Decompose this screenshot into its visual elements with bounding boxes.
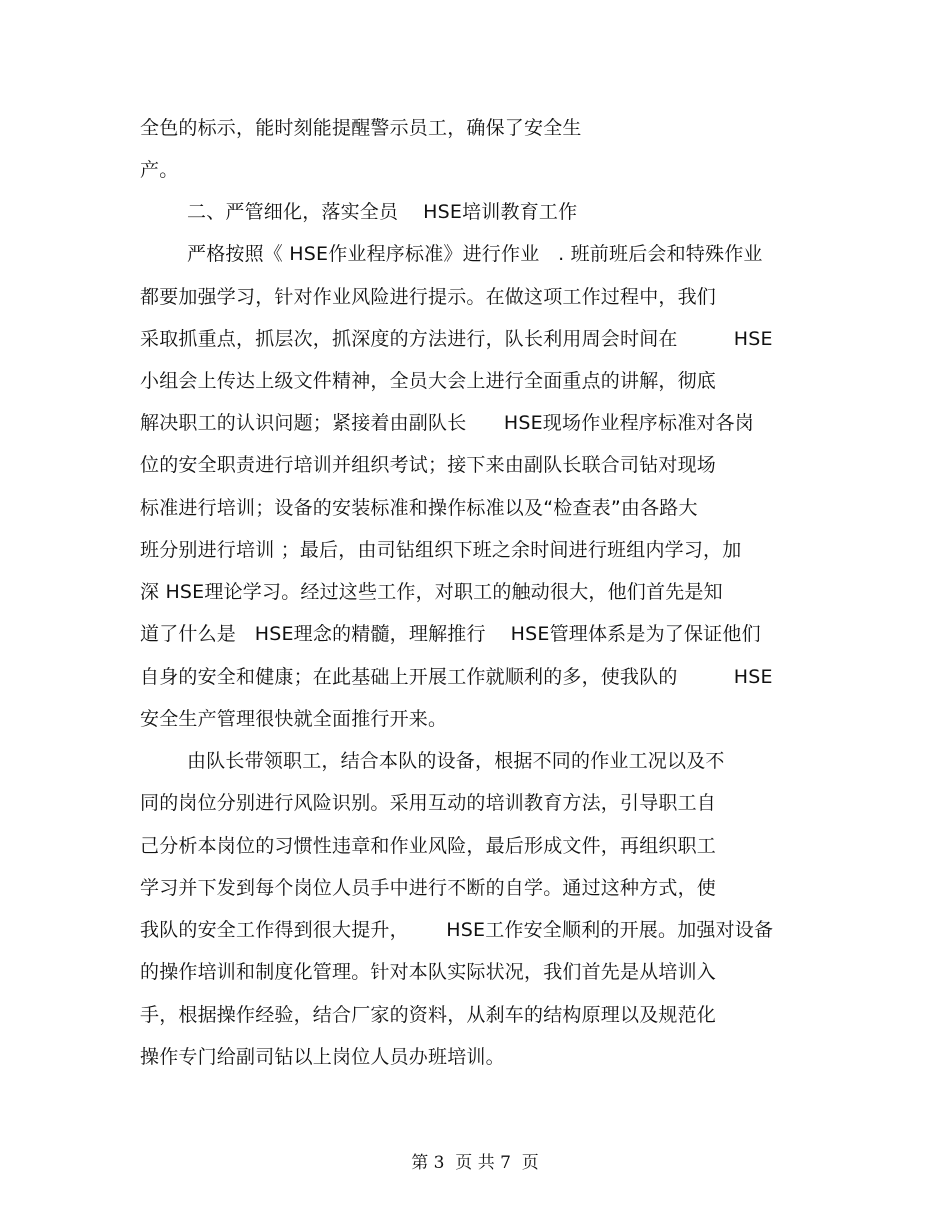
paragraph-line: 小组会上传达上级文件精神，全员大会上进行全面重点的讲解，彻底: [140, 370, 717, 392]
paragraph-line: 操作专门给副司钻以上岗位人员办班培训。: [140, 1046, 505, 1068]
paragraph-line: 解决职工的认识问题；紧接着由副队长 HSE现场作业程序标准对各岗: [140, 412, 754, 434]
paragraph-line: 自身的安全和健康；在此基础上开展工作就顺利的多，使我队的 HSE: [140, 666, 773, 688]
paragraph-line: 手，根据操作经验，结合厂家的资料，从刹车的结构原理以及规范化: [140, 1004, 717, 1026]
paragraph-line: 都要加强学习，针对作业风险进行提示。在做这项工作过程中，我们: [140, 286, 717, 308]
paragraph-line: 学习并下发到每个岗位人员手中进行不断的自学。通过这种方式，使: [140, 877, 717, 899]
paragraph-line: 的操作培训和制度化管理。针对本队实际状况，我们首先是从培训入: [140, 961, 717, 983]
paragraph-line: 由队长带领职工，结合本队的设备，根据不同的作业工况以及不: [187, 750, 725, 772]
paragraph-line: 深 HSE理论学习。经过这些工作，对职工的触动很大，他们首先是知: [140, 581, 723, 603]
paragraph-line: 全色的标示，能时刻能提醒警示员工，确保了安全生: [140, 117, 582, 139]
paragraph-line: 班分别进行培训 ；最后，由司钻组织下班之余时间进行班组内学习，加: [140, 539, 742, 561]
paragraph-line: 产。: [140, 159, 179, 181]
page-number-footer: 第 3 页 共 7 页: [411, 1153, 539, 1173]
paragraph-line: 同的岗位分别进行风险识别。采用互动的培训教育方法，引导职工自: [140, 792, 717, 814]
paragraph-line: 我队的安全工作得到很大提升， HSE工作安全顺利的开展。加强对设备: [140, 919, 774, 941]
paragraph-line: 己分析本岗位的习惯性违章和作业风险，最后形成文件，再组织职工: [140, 835, 717, 857]
paragraph-line: 道了什么是 HSE理念的精髓，理解推行 HSE管理体系是为了保证他们: [140, 623, 761, 645]
paragraph-line: 采取抓重点，抓层次，抓深度的方法进行，队长利用周会时间在 HSE: [140, 328, 773, 350]
paragraph-line: 安全生产管理很快就全面推行开来。: [140, 708, 448, 730]
paragraph-line: 严格按照《 HSE作业程序标准》进行作业 . 班前班后会和特殊作业: [187, 243, 763, 265]
paragraph-line: 位的安全职责进行培训并组织考试；接下来由副队长联合司钻对现场: [140, 454, 717, 476]
paragraph-line: 标准进行培训；设备的安装标准和操作标准以及“检查表”由各路大: [140, 497, 698, 519]
section-heading: 二、严管细化，落实全员 HSE培训教育工作: [187, 201, 578, 223]
